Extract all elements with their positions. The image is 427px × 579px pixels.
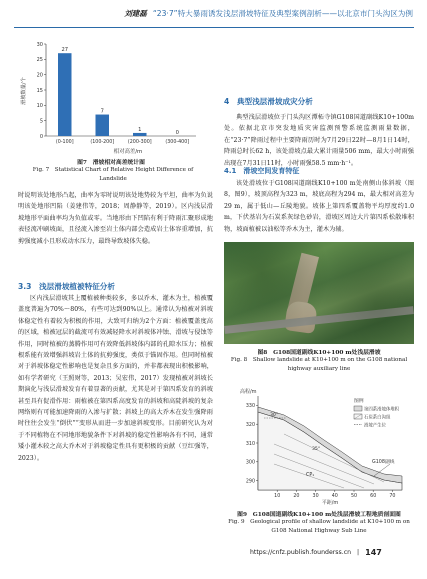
fig9-ytick-label: 290 — [245, 479, 255, 485]
running-header — [0, 0, 427, 26]
section-4-1-heading: 4.1 滑坡空间发育特征 — [224, 167, 300, 175]
fig7-ylabel: 滑坡数量/个 — [21, 77, 27, 105]
fig9-yticks — [246, 403, 258, 484]
fig9-caption-cn: 图9 G108国道副线K10+100 m处浅层滑坡工程地质剖面图 — [237, 512, 401, 518]
fig9-xtick-label: 30 — [312, 494, 319, 499]
header-rule — [14, 27, 414, 28]
fig9-xtick-label: 20 — [293, 494, 300, 499]
right-paragraph-2: 该处滑坡位于G108国道副线K10+100 m处南侧山体斜坡（图8，图9），坡顶高程为323 m，坡底高程为294 m，最大相对高差为29 m，属于低山—丘陵地貌。坡体上第四系覆盖物平均厚度约1.0 m，下伏基岩为石炭系灰绿色砂岩，滑坡区周边大片第四系松散堆积物，坡面植被以油松等乔木为主，灌木为辅。 — [224, 180, 414, 233]
fig7-ytick-label: 5 — [39, 118, 43, 125]
fig9-legend-item-3: 滑坡产生位 — [364, 423, 386, 429]
footer-url[interactable]: https://cnfz.publish.founderss.cn — [250, 549, 352, 556]
fig7-value-label: 7 — [100, 108, 104, 115]
fig7-value-label: 27 — [61, 47, 69, 54]
fig7-ytick-label: 20 — [36, 72, 43, 79]
fig7-bar — [133, 133, 147, 136]
fig7-chart — [18, 36, 204, 156]
fig7-ytick-label: 25 — [36, 57, 43, 64]
fig7-ytick-label: 15 — [36, 87, 43, 94]
fig7-ytick-label: 10 — [36, 103, 43, 110]
page-footer: https://cnfz.publish.founderss.cn | 147 — [250, 548, 382, 557]
fig9-legend-item-1: 第四系滑坡体堆积 — [364, 407, 400, 413]
fig8-caption-en-2: highway auxiliary line — [287, 366, 351, 372]
fig9-ytick-label: 320 — [245, 423, 255, 428]
fig7-bars — [56, 47, 189, 145]
fig7-category-label: (100-200] — [90, 140, 115, 145]
fig9-ytick-label: 300 — [245, 460, 255, 466]
fig9-xtick-label: 70 — [389, 494, 396, 499]
fig9-xtick-label: 50 — [350, 494, 358, 499]
left-paragraph-2: 区内浅层滑坡其上覆植被种类较多，多以乔木、灌木为主，植被覆盖度普遍为70%～80%，有些可达到90%以上。通常认为植被对斜坡体稳定性有着较为积极的作用，大致可归纳为2个方面：植被覆盖度高的区域，植被冠层的截流可有效减轻降水对斜坡体冲蚀、滑坡与侵蚀等作用，同时植被的蒸腾作用可有效降低斜坡体内部的孔隙水压力；植被根系能有效增强斜坡岩土体的抗剪强度，类似于锚固作用。但同时植被对于斜坡体稳定性影响也是复杂且多方面的，并非都表现出积极影响，如有学者研究（王照财等，2013；吴宏伟，2017）发现植被对斜坡长期演化与浅层滑坡发育有着显著的贡献，尤其是对于第四系发育的斜坡甚至具有促滑作用：雨植被在第四系高度发育的斜坡和高陡斜坡的复杂网络则有可能加速降雨的入渗与扩散；斜坡上的高大乔木在发生强降雨时往往会发生“倒伏”“变形从而进一步加速斜坡变形。目前研究认为对于不同植物在不同地形地貌条件下对斜坡的稳定性影响各有不同，通常矮小灌木较之高大乔木对于斜坡稳定性具有更积极的贡献（豆红强等，2023）。 — [18, 295, 213, 462]
fig9-caption-en-1: Fig. 9 Geological profile of shallow landslide at K10+100 m on — [228, 519, 410, 525]
fig9-xticks — [274, 490, 395, 499]
fig7-xlabel: 相对高差/m — [113, 149, 143, 155]
fig9-xtick-label: 40 — [331, 494, 338, 499]
page-number: 147 — [365, 548, 382, 557]
fig9-legend-title: 图例 — [354, 399, 364, 404]
header-title: “23·7”特大暴雨诱发浅层滑坡特征及典型案例剖析——以北京市门头沟区为例 — [152, 8, 413, 18]
g108-road-label: G108副线 — [372, 460, 395, 465]
fig9-xlabel: 平距/m — [321, 500, 339, 506]
section-4-heading: 4 典型浅层滑坡成灾分析 — [224, 97, 313, 106]
fig7-caption-cn: 图7 滑坡相对高差统计图 — [77, 160, 145, 166]
fig7-ytick-label: 0 — [39, 133, 43, 140]
fig9-xtick-label: 60 — [370, 494, 377, 499]
fig7-bar — [96, 115, 110, 136]
fig7-category-label: (300-400] — [165, 140, 190, 145]
fig7-caption-en-1: Fig. 7 Statistical Chart of Relative Height Difference of — [32, 167, 194, 173]
fig9-xtick-label: 10 — [274, 494, 281, 499]
cp1-label: CP₁ — [306, 473, 315, 478]
left-paragraph-1: 时说明该处地形凸起，曲率为零时说明该处地势较为平坦，曲率为负说明该处地形凹陷（姜建伟等，2018；周静静等，2019）。区内浅层滑坡地形平面曲率均为负值或零。当地形由下凹陷有利于降雨汇聚形成地表径流冲刷坡面，且径流入渗至岩土体内部会造成岩土体容重增加，抗剪强度减小且形成动水压力，最终导致坡体失稳。 — [18, 192, 213, 245]
fig7-caption-en-2: Landslide — [99, 176, 127, 182]
fig7-bar — [58, 53, 72, 136]
fig8-caption-cn: 图8 G108国道副线K10+100 m处浅层滑坡 — [257, 350, 381, 356]
fig9-legend-item-2: 石炭系白沟组 — [364, 415, 391, 421]
angle-35-label: 35° — [312, 447, 321, 452]
header-author: 刘建磊 — [124, 8, 147, 18]
landslide-photo — [224, 242, 414, 344]
fig9-ylabel: 高程/m — [240, 389, 257, 395]
right-paragraph-1: 典型浅层滑坡位于门头沟区潭柘寺镇G108国道副线K10+100m处。依据北京市突发地质灾害监测预警系统监测雨量数据，在“23·7”降雨过程中主要降雨历时为7月29日22时—8月1日14时，降雨总时长62 h，该处滑坡点最大累计雨量506 mm，最大小时雨强出现在7月31日11时，小时雨强58.5 mm·h⁻¹。 — [224, 114, 414, 167]
fig7-category-label: (0-100] — [55, 140, 74, 145]
angle-30-label: 30° — [270, 413, 279, 418]
fig7-ytick-label: 30 — [36, 41, 43, 48]
fig8-caption-en-1: Fig. 8 Shallow landslide at K10+100 m on the G108 national — [230, 357, 408, 363]
fig9-ytick-label: 310 — [245, 441, 255, 447]
fig7-category-label: (200-300] — [127, 140, 152, 145]
fig7-value-label: 1 — [138, 126, 142, 133]
fig9-caption-en-2: G108 National Highway Sub Line — [271, 528, 367, 534]
fig9-profile — [224, 384, 414, 506]
fig9-ytick-label: 330 — [245, 404, 255, 410]
section-3-3-heading: 3.3 浅层滑坡植被特征分析 — [18, 282, 115, 291]
fig7-value-label: 0 — [175, 130, 179, 136]
